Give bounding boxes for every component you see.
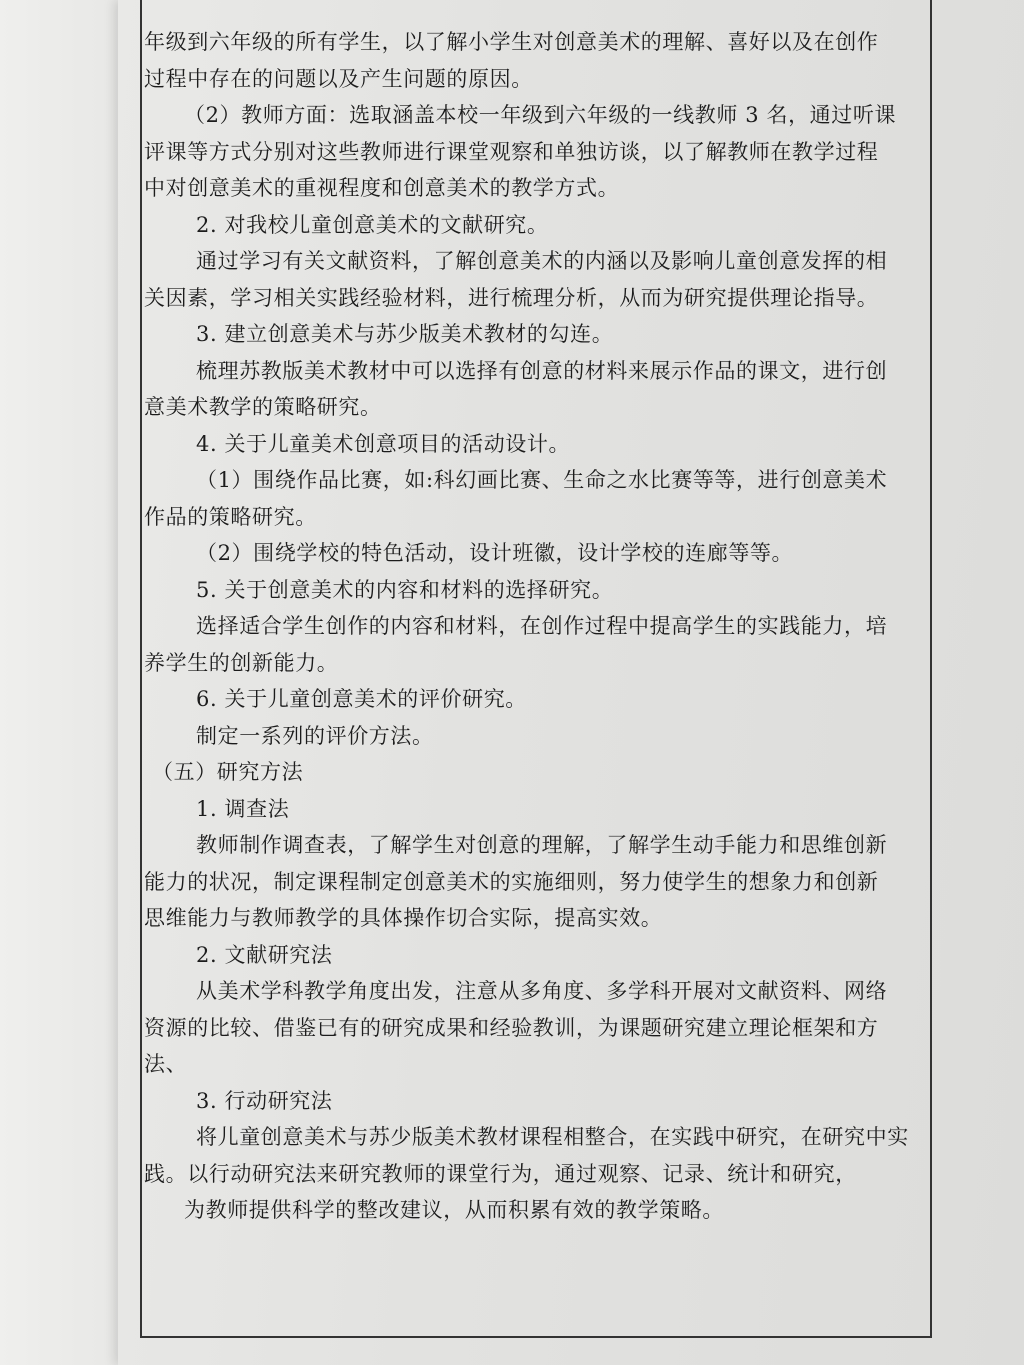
text-line: 过程中存在的问题以及产生问题的原因。 bbox=[144, 66, 533, 91]
text-line: 作品的策略研究。 bbox=[144, 504, 317, 529]
text-line: 通过学习有关文献资料，了解创意美术的内涵以及影响儿童创意发挥的相 bbox=[196, 249, 888, 273]
text-line: 中对创意美术的重视程度和创意美术的教学方式。 bbox=[144, 176, 620, 200]
text-line: 资源的比较、借鉴已有的研究成果和经验教训，为课题研究建立理论框架和方 bbox=[144, 1015, 879, 1040]
subheading: 1. 调查法 bbox=[196, 796, 290, 821]
text-line: 梳理苏教版美术教材中可以选择有创意的材料来展示作品的课文，进行创 bbox=[196, 358, 888, 383]
text-line: 关因素，学习相关实践经验材料，进行梳理分析，从而为研究提供理论指导。 bbox=[144, 285, 879, 310]
text-line: 教师制作调查表，了解学生对创意的理解，了解学生动手能力和思维创新 bbox=[196, 833, 888, 857]
text-line: 养学生的创新能力。 bbox=[144, 650, 339, 675]
subheading: 3. 建立创意美术与苏少版美术教材的勾连。 bbox=[196, 322, 614, 346]
subheading: 6. 关于儿童创意美术的评价研究。 bbox=[196, 687, 527, 711]
text-line: 思维能力与教师教学的具体操作切合实际，提高实效。 bbox=[144, 906, 663, 930]
text-line: 能力的状况，制定课程制定创意美术的实施细则，努力使学生的想象力和创新 bbox=[144, 869, 879, 894]
subheading: 2. 文献研究法 bbox=[196, 942, 333, 967]
text-line: 制定一系列的评价方法。 bbox=[196, 723, 434, 748]
text-line: （2）围绕学校的特色活动，设计班徽，设计学校的连廊等等。 bbox=[196, 541, 794, 565]
text-line: 选择适合学生创作的内容和材料，在创作过程中提高学生的实践能力，培 bbox=[196, 614, 888, 638]
text-line: （2）教师方面：选取涵盖本校一年级到六年级的一线教师 3 名，通过听课 bbox=[184, 103, 897, 127]
section-heading: （五）研究方法 bbox=[152, 760, 304, 784]
subheading: 2. 对我校儿童创意美术的文献研究。 bbox=[196, 212, 549, 237]
subheading: 5. 关于创意美术的内容和材料的选择研究。 bbox=[196, 577, 614, 602]
text-line: 为教师提供科学的整改建议，从而积累有效的教学策略。 bbox=[184, 1198, 724, 1222]
text-line: 评课等方式分别对这些教师进行课堂观察和单独访谈，以了解教师在教学过程 bbox=[144, 139, 879, 164]
text-line: （1）围绕作品比赛，如:科幻画比赛、生命之水比赛等等，进行创意美术 bbox=[196, 468, 888, 492]
text-line: 从美术学科教学角度出发，注意从多角度、多学科开展对文献资料、网络 bbox=[196, 979, 888, 1003]
text-line: 法、 bbox=[144, 1052, 188, 1076]
text-line: 将儿童创意美术与苏少版美术教材课程相整合，在实践中研究，在研究中实 bbox=[196, 1125, 909, 1149]
text-line: 践。以行动研究法来研究教师的课堂行为，通过观察、记录、统计和研究， bbox=[144, 1161, 857, 1186]
subheading: 3. 行动研究法 bbox=[196, 1088, 333, 1113]
document-body bbox=[144, 24, 928, 1229]
text-line: 意美术教学的策略研究。 bbox=[144, 395, 382, 419]
subheading: 4. 关于儿童美术创意项目的活动设计。 bbox=[196, 431, 571, 456]
text-line: 年级到六年级的所有学生，以了解小学生对创意美术的理解、喜好以及在创作 bbox=[144, 30, 879, 54]
